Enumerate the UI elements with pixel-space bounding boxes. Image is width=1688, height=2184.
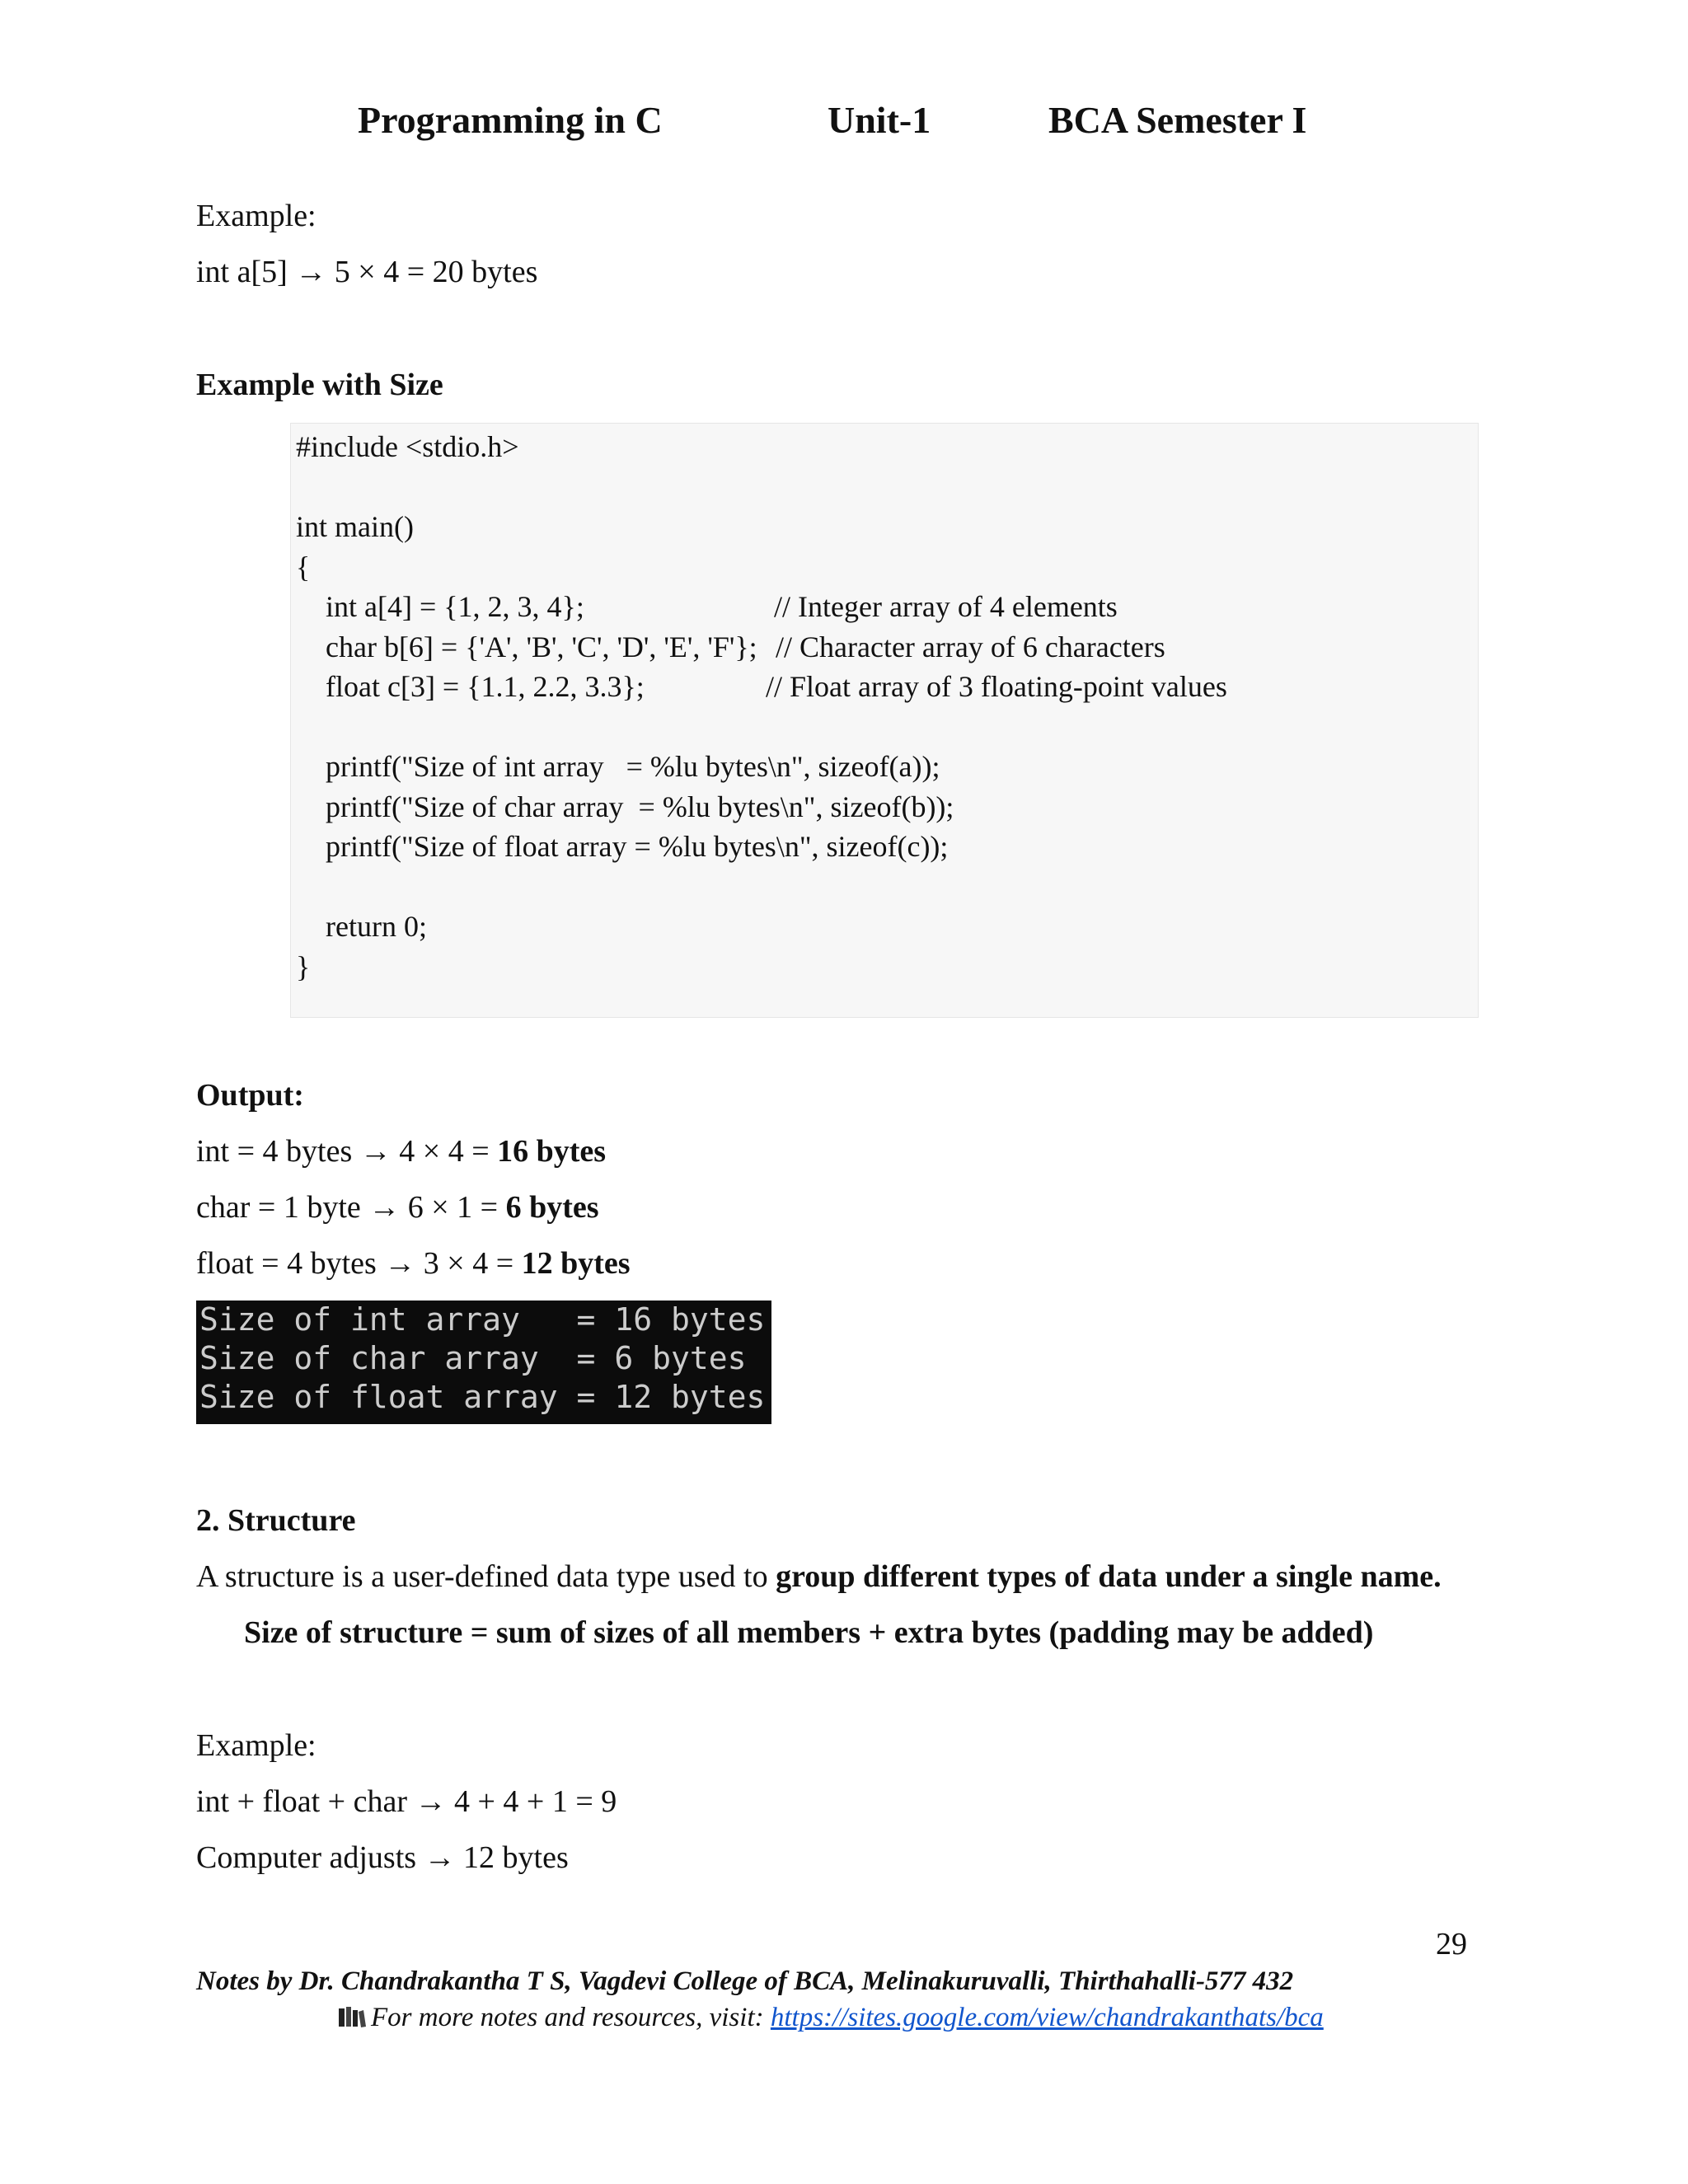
- code-comment: // Integer array of 4 elements: [774, 590, 1118, 623]
- example-with-size-heading: Example with Size: [196, 368, 443, 402]
- output-line-float: float = 4 bytes → 3 × 4 = 12 bytes: [196, 1246, 631, 1281]
- terminal-line: Size of float array = 12 bytes: [199, 1379, 766, 1415]
- output-heading: Output:: [196, 1078, 304, 1113]
- structure-intro: A structure is a user-defined data type used to group different types of data under a single name.: [196, 1559, 1442, 1594]
- terminal-line: Size of char array = 6 bytes: [199, 1340, 747, 1376]
- structure-example-line: int + float + char → 4 + 4 + 1 = 9: [196, 1784, 617, 1819]
- output-line-char: char = 1 byte → 6 × 1 = 6 bytes: [196, 1190, 599, 1225]
- array-example-line: int a[5] → 5 × 4 = 20 bytes: [196, 255, 538, 289]
- code-line: char b[6] = {'A', 'B', 'C', 'D', 'E', 'F'};: [296, 630, 757, 663]
- code-block: [290, 423, 1479, 1018]
- code-line: printf("Size of float array = %lu bytes\n", sizeof(c));: [296, 830, 949, 863]
- code-line: printf("Size of int array = %lu bytes\n", sizeof(a));: [296, 750, 940, 783]
- structure-formula: Size of structure = sum of sizes of all members + extra bytes (padding may be added): [244, 1615, 1374, 1650]
- code-line: }: [296, 949, 311, 983]
- terminal-line: Size of int array = 16 bytes: [199, 1301, 766, 1338]
- array-example-label: Example:: [196, 199, 316, 233]
- code-line: {: [296, 550, 311, 583]
- footer-notes: Notes by Dr. Chandrakantha T S, Vagdevi College of BCA, Melinakuruvalli, Thirthahalli-577 432: [196, 1966, 1294, 1996]
- page-number: 29: [1436, 1927, 1467, 1961]
- code-comment: // Float array of 3 floating-point values: [766, 670, 1227, 703]
- output-line-int: int = 4 bytes → 4 × 4 = 16 bytes: [196, 1134, 607, 1169]
- code-line: return 0;: [296, 910, 427, 943]
- header-unit: Unit-1: [828, 99, 931, 141]
- terminal-output: [196, 1301, 771, 1424]
- structure-example-label: Example:: [196, 1728, 316, 1763]
- books-icon: [338, 2004, 366, 2027]
- code-line: #include <stdio.h>: [296, 430, 519, 463]
- code-comment: // Character array of 6 characters: [776, 630, 1165, 663]
- footer-visit: For more notes and resources, visit: https://sites.google.com/view/chandrakanthats/bca: [338, 2001, 1324, 2034]
- code-line: int a[4] = {1, 2, 3, 4};: [296, 590, 584, 623]
- code-line: float c[3] = {1.1, 2.2, 3.3};: [296, 670, 645, 703]
- structure-heading: 2. Structure: [196, 1503, 356, 1538]
- header-subject: Programming in C: [358, 99, 663, 141]
- code-line: int main(): [296, 510, 414, 543]
- header-course: BCA Semester I: [1048, 99, 1307, 141]
- code-line: printf("Size of char array = %lu bytes\n", sizeof(b));: [296, 790, 954, 823]
- structure-adjust-line: Computer adjusts → 12 bytes: [196, 1840, 569, 1875]
- footer-link[interactable]: https://sites.google.com/view/chandrakanthats/bca: [770, 2003, 1324, 2032]
